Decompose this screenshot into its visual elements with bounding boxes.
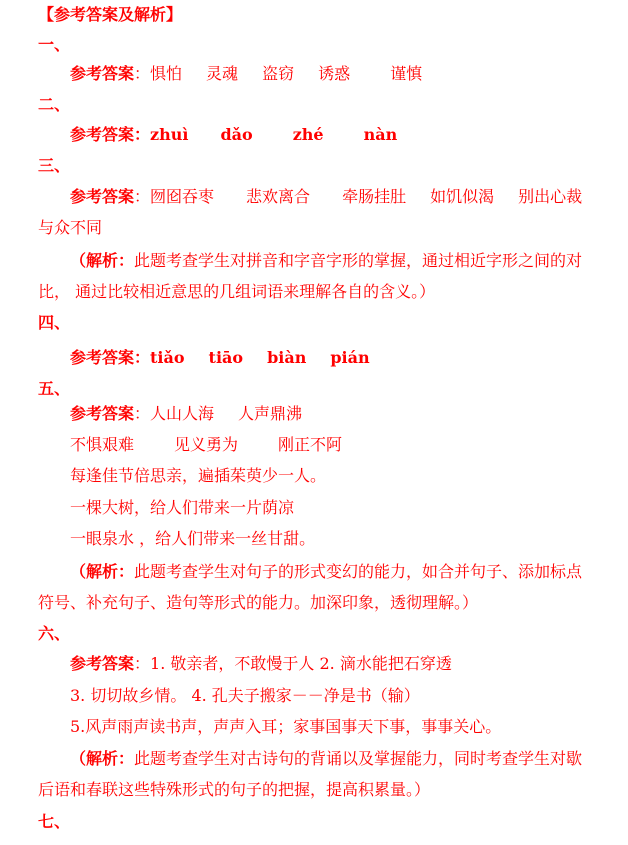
section-heading-5: 五、: [38, 379, 71, 398]
answer-item: 悲欢离合: [246, 187, 311, 206]
analysis-label: 解析：: [86, 562, 135, 581]
analysis-6-line1: （解析：此题考查学生对古诗句的背诵以及掌握能力，同时考查学生对歇: [70, 749, 583, 768]
answer-item: biàn: [267, 348, 307, 367]
answer-item: 盗窃: [262, 64, 295, 83]
answer-row-3: 参考答案：囫囵吞枣 悲欢离合 牵肠挂肚 如饥似渴 别出心裁: [70, 187, 583, 206]
answer-item: 别出心裁: [518, 187, 583, 206]
answer-item: dǎo: [220, 125, 253, 144]
ref-label: 参考答案: [70, 125, 135, 144]
answer-row-6: 参考答案：1. 敬亲者，不敢慢于人 2. 滴水能把石穿透: [70, 654, 452, 673]
answer-line-6-2: 3. 切切故乡情。 4. 孔夫子搬家－－净是书（输）: [70, 686, 420, 705]
answer-row-5: 参考答案：人山人海 人声鼎沸: [70, 404, 303, 423]
analysis-3-line1: （解析：此题考查学生对拼音和字音字形的掌握，通过相近字形之间的对: [70, 251, 583, 270]
answer-line-6-3: 5.风声雨声读书声，声声入耳；家事国事天下事，事事关心。: [70, 717, 502, 736]
answer-wrap-3: 与众不同: [38, 218, 103, 237]
answer-row-2: 参考答案：zhuì dǎo zhé nàn: [70, 125, 398, 144]
answer-item: tiǎo: [150, 348, 185, 367]
ref-label: 参考答案: [70, 187, 135, 206]
analysis-label: 解析：: [86, 251, 135, 270]
section-heading-2: 二、: [38, 95, 71, 114]
answer-item: 诱惑: [318, 64, 351, 83]
analysis-5-line1: （解析：此题考查学生对句子的形式变幻的能力，如合并句子、添加标点: [70, 562, 583, 581]
answer-line-5-4: 一棵大树，给人们带来一片荫凉: [70, 498, 295, 517]
section-heading-1: 一、: [38, 35, 71, 54]
ref-label: 参考答案: [70, 64, 135, 83]
ref-label: 参考答案: [70, 404, 135, 423]
answer-item: zhuì: [150, 125, 189, 144]
answer-item: 囫囵吞枣: [150, 187, 215, 206]
section-heading-4: 四、: [38, 313, 71, 332]
answer-item: 牵肠挂肚: [342, 187, 407, 206]
answer-item: 如饥似渴: [430, 187, 495, 206]
answer-row-4: 参考答案：tiǎo tiāo biàn pián: [70, 348, 370, 367]
page-title: 【参考答案及解析】: [38, 5, 183, 24]
answer-item: zhé: [292, 125, 324, 144]
answer-line-5-5: 一眼泉水 ，给人们带来一丝甘甜。: [70, 529, 316, 548]
section-heading-6: 六、: [38, 624, 71, 643]
section-heading-7: 七、: [38, 812, 71, 831]
analysis-5-line2: 符号、补充句子、造句等形式的能力。加深印象，透彻理解。）: [38, 593, 479, 612]
answer-item: 人声鼎沸: [238, 404, 303, 423]
analysis-label: 解析：: [86, 749, 135, 768]
answer-item: nàn: [363, 125, 398, 144]
answer-item: 人山人海: [150, 404, 215, 423]
analysis-6-line2: 后语和春联这些特殊形式的句子的把握，提高积累量。）: [38, 780, 431, 799]
answer-item: 灵魂: [206, 64, 239, 83]
answer-row-1: 参考答案：惧怕 灵魂 盗窃 诱惑 谨慎: [70, 64, 423, 83]
answer-item: 谨慎: [390, 64, 423, 83]
answer-item: pián: [330, 348, 370, 367]
answer-line-5-2: 不惧艰难 见义勇为 刚正不阿: [70, 435, 343, 454]
answer-line-5-3: 每逢佳节倍思亲，遍插茱萸少一人。: [70, 466, 327, 485]
ref-label: 参考答案: [70, 348, 135, 367]
answer-item: tiāo: [208, 348, 244, 367]
analysis-3-line2: 比， 通过比较相近意思的几组词语来理解各自的含义。）: [38, 282, 436, 301]
ref-label: 参考答案: [70, 654, 135, 673]
section-heading-3: 三、: [38, 156, 71, 175]
answer-item: 惧怕: [150, 64, 183, 83]
